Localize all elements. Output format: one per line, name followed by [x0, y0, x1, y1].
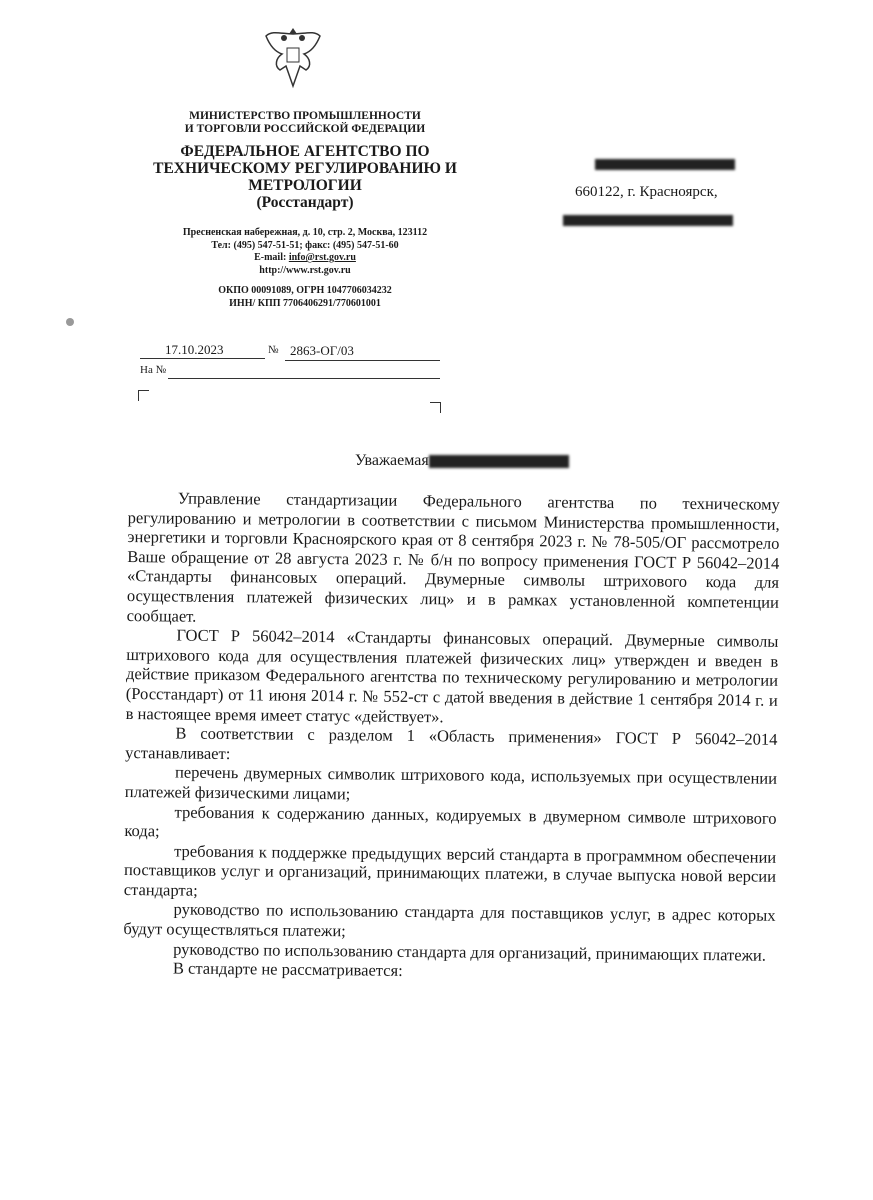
agency-short-name: (Росстандарт) [256, 194, 354, 211]
russian-coat-of-arms-emblem [262, 22, 324, 92]
recipient-city: 660122, г. Красноярск, [575, 184, 718, 200]
contacts [140, 227, 470, 277]
address: Пресненская набережная, д. 10, стр. 2, Москва, 123112 [182, 227, 428, 238]
ministry-line: И ТОРГОВЛИ РОССИЙСКОЙ ФЕДЕРАЦИИ [184, 123, 426, 135]
greeting [355, 452, 569, 470]
agency-name [140, 143, 470, 211]
redacted-address [563, 215, 733, 226]
website: http://www.rst.gov.ru [259, 264, 351, 276]
agency-line: МЕТРОЛОГИИ [248, 177, 362, 194]
letterhead [140, 110, 470, 310]
paragraph: В соответствии с разделом 1 «Область применения» ГОСТ Р 56042–2014 устанавливает: [125, 723, 778, 763]
list-item: требования к поддержке предыдущих версий стандарта в программном обеспечении поставщиков услуг и организаций, принимающих платежи, в случае выпуска новой версии стандарта; [123, 841, 777, 900]
registry-codes [140, 285, 470, 310]
list-item: руководство по использованию стандарта для поставщиков услуг, в адрес которых будут осуществляться платежи; [123, 899, 776, 941]
list-item: требования к содержанию данных, кодируемых в двумерном символе штрихового кода; [124, 802, 777, 841]
letter-date: 17.10.2023 [165, 342, 224, 357]
redacted-addressee [429, 455, 569, 468]
inn-kpp: ИНН/ КПП 7706406291/770601001 [229, 297, 381, 309]
agency-line: ТЕХНИЧЕСКОМУ РЕГУЛИРОВАНИЮ И [153, 160, 457, 177]
list-item: перечень двумерных символик штрихового кода, используемых при осуществлении платежей физическими лицами; [124, 762, 778, 804]
email-label: E-mail: [254, 252, 289, 263]
ministry-line: МИНИСТЕРСТВО ПРОМЫШЛЕННОСТИ [189, 110, 421, 122]
email-link[interactable]: info@rst.gov.ru [288, 252, 356, 263]
registration-block [140, 340, 440, 384]
paragraph: ГОСТ Р 56042–2014 «Стандарты финансовых операций. Двумерные символы штрихового кода для осуществления платежей физических лиц» утвержден и введен в действие приказом Федерального агентства по техническому регулированию и метрологии (Росстандарт) от 11 июня 2014 г. № 552-ст с датой введения в действие 1 сентября 2014 г. и в настоящее время имеет статус «действует». [125, 625, 779, 726]
greeting-text: Уважаемая [355, 452, 429, 469]
list-item: руководство по использованию стандарта для организаций, принимающих платежи. [173, 939, 767, 965]
phone: Тел: (495) 547-51-51; факс: (495) 547-51-60 [211, 239, 399, 251]
redacted-name [595, 159, 735, 170]
recipient-block [575, 150, 735, 234]
paragraph: В стандарте не рассматривается: [172, 958, 403, 981]
reference-label: На № [140, 364, 167, 376]
agency-line: ФЕДЕРАЛЬНОЕ АГЕНТСТВО ПО [180, 143, 430, 160]
okpo-ogrn: ОКПО 00091089, ОГРН 1047706034232 [218, 285, 392, 296]
scan-speck [66, 318, 74, 326]
letter-number: 2863-ОГ/03 [290, 343, 354, 358]
letter-body [123, 488, 780, 985]
number-label: № [268, 344, 279, 356]
paragraph: Управление стандартизации Федерального агентства по техническому регулированию и метрологии в соответствии с письмом Министерства промышленности, энергетики и торговли Красноярского края от 8 сентября 2023 г. № 78-505/ОГ рассмотрело Ваше обращение от 28 августа 2023 г. № б/н по вопросу применения ГОСТ Р 56042–2014 «Стандарты финансовых операций. Двумерные символы штрихового кода для осуществления платежей физических лиц» и в рамках установленной компетенции сообщает. [126, 488, 780, 626]
ministry-name [140, 110, 470, 136]
